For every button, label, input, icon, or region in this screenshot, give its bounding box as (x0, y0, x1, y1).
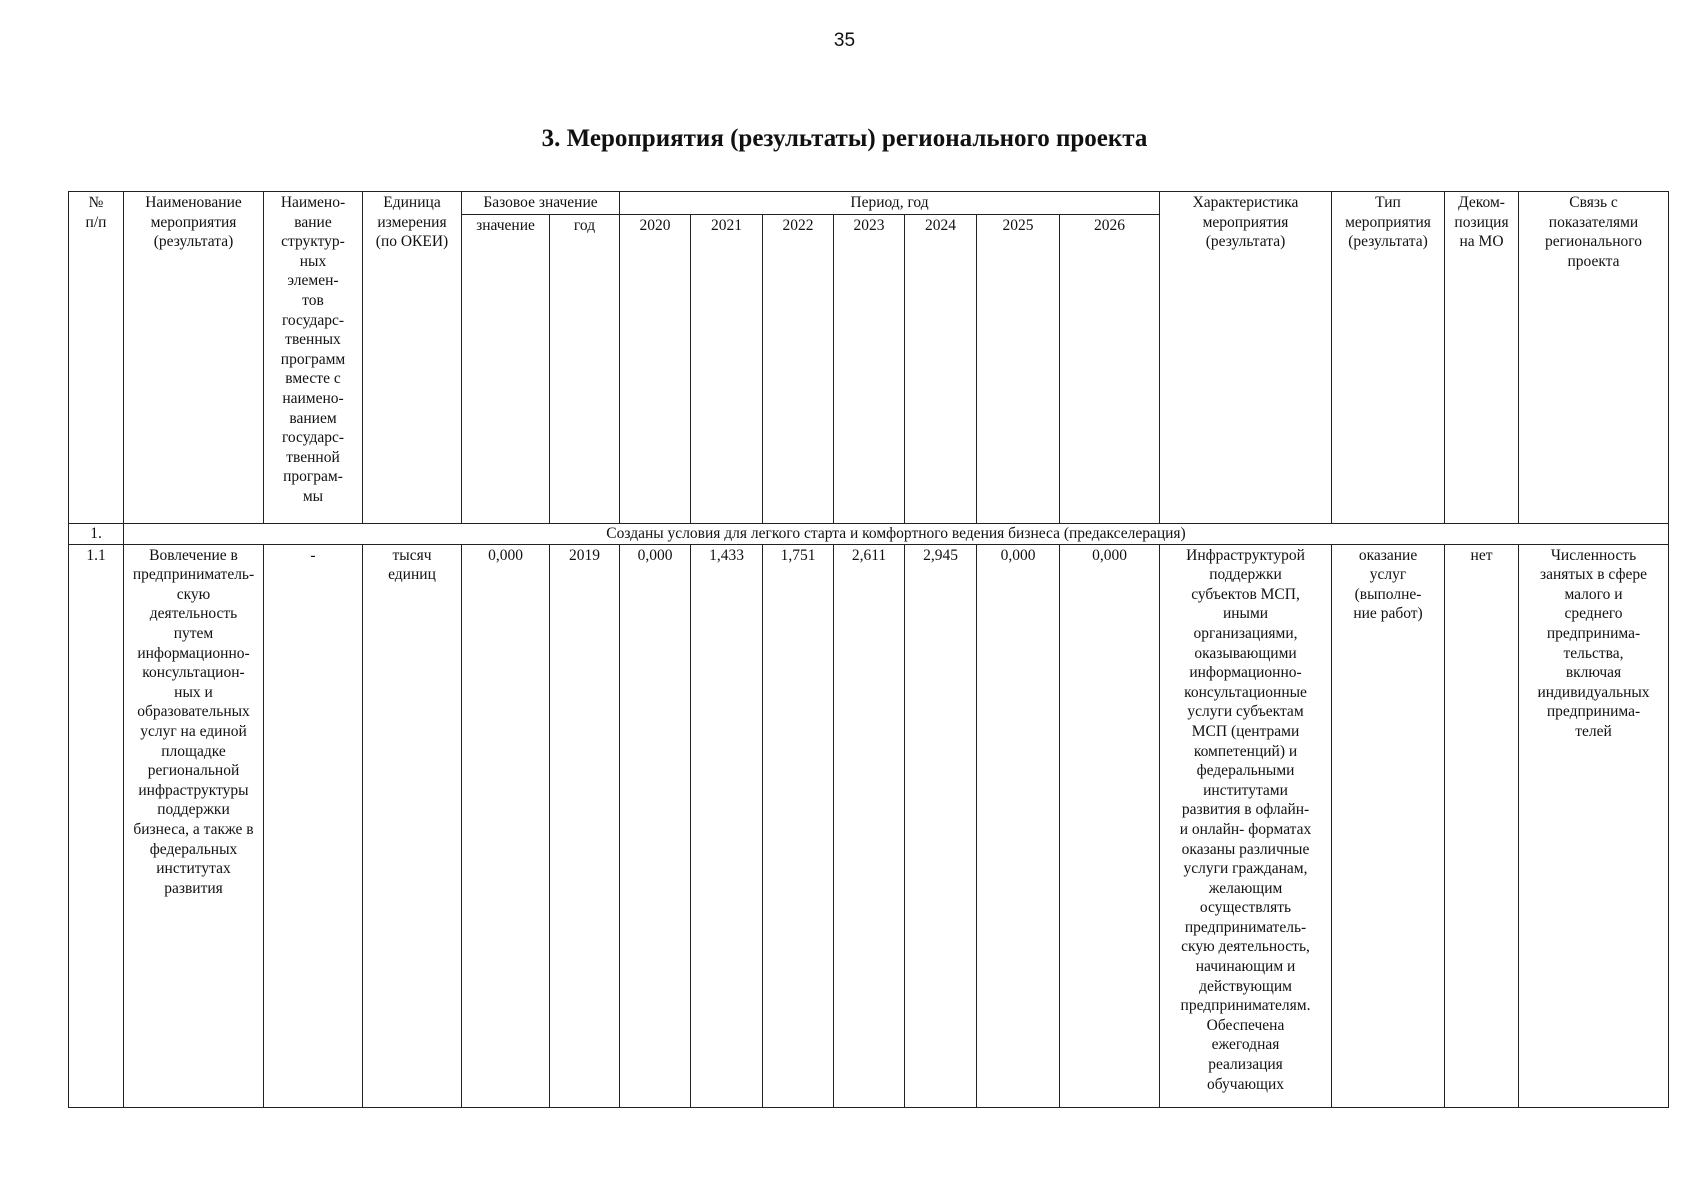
header-decomposition: Деком- позиция на МО (1445, 192, 1519, 524)
header-year-2025: 2025 (977, 215, 1060, 524)
header-year-2020: 2020 (620, 215, 691, 524)
header-year-2022: 2022 (763, 215, 834, 524)
row-decomposition: нет (1445, 544, 1519, 1107)
header-base-year: год (550, 215, 620, 524)
header-year-2023: 2023 (834, 215, 905, 524)
header-year-2026: 2026 (1060, 215, 1160, 524)
table-row (69, 544, 1669, 1107)
section-title: Созданы условия для легкого старта и комфортного ведения бизнеса (предакселерация) (124, 524, 1669, 545)
row-value-2020: 0,000 (620, 544, 691, 1107)
header-name: Наименование мероприятия (результата) (124, 192, 264, 524)
header-unit: Единица измерения (по ОКЕИ) (363, 192, 462, 524)
header-year-2021: 2021 (691, 215, 763, 524)
header-characteristic: Характеристика мероприятия (результата) (1160, 192, 1332, 524)
header-structural-elements: Наимено- вание структур- ных элемен- тов государс- твенных программ вместе с наимено- ванием государс- твенной програм- мы (264, 192, 363, 524)
row-structural-elements: - (264, 544, 363, 1107)
row-num: 1.1 (69, 544, 124, 1107)
section-num: 1. (69, 524, 124, 545)
row-type: оказание услуг (выполне- ние работ) (1332, 544, 1445, 1107)
header-base-value: значение (462, 215, 550, 524)
row-value-2026: 0,000 (1060, 544, 1160, 1107)
header-year-2024: 2024 (905, 215, 977, 524)
results-table (68, 191, 1669, 1108)
row-value-2023: 2,611 (834, 544, 905, 1107)
row-value-2024: 2,945 (905, 544, 977, 1107)
row-value-2022: 1,751 (763, 544, 834, 1107)
section-row (69, 524, 1669, 545)
header-link: Связь с показателями регионального проекта (1519, 192, 1669, 524)
header-type: Тип мероприятия (результата) (1332, 192, 1445, 524)
row-link: Численность занятых в сфере малого и среднего предпринима- тельства, включая индивидуальных предпринима- телей (1519, 544, 1669, 1107)
header-num: № п/п (69, 192, 124, 524)
page-title: 3. Мероприятия (результаты) регионального проекта (541, 125, 1148, 152)
row-value-2025: 0,000 (977, 544, 1060, 1107)
row-base-value: 0,000 (462, 544, 550, 1107)
row-value-2021: 1,433 (691, 544, 763, 1107)
row-base-year: 2019 (550, 544, 620, 1107)
header-base-group: Базовое значение (462, 192, 620, 215)
row-characteristic: Инфраструктурой поддержки субъектов МСП, иными организациями, оказывающими информационно- консультационные услуги субъектам МСП (центрами компетенций) и федеральными институтами развития в офлайн- и онлайн- форматах оказаны различные услуги гражданам, желающим осуществлять предприниматель- скую деятельность, начинающим и действующим предпринимателям. Обеспечена ежегодная реализация обучающих (1160, 544, 1332, 1107)
row-unit: тысяч единиц (363, 544, 462, 1107)
page-number: 35 (833, 30, 856, 51)
row-name: Вовлечение в предприниматель- скую деятельность путем информационно- консультацион- ных и образовательных услуг на единой площадке региональной инфраструктуры поддержки бизнеса, а также в федеральных институтах развития (124, 544, 264, 1107)
header-period-group: Период, год (620, 192, 1160, 215)
header-row-1 (69, 192, 1669, 215)
